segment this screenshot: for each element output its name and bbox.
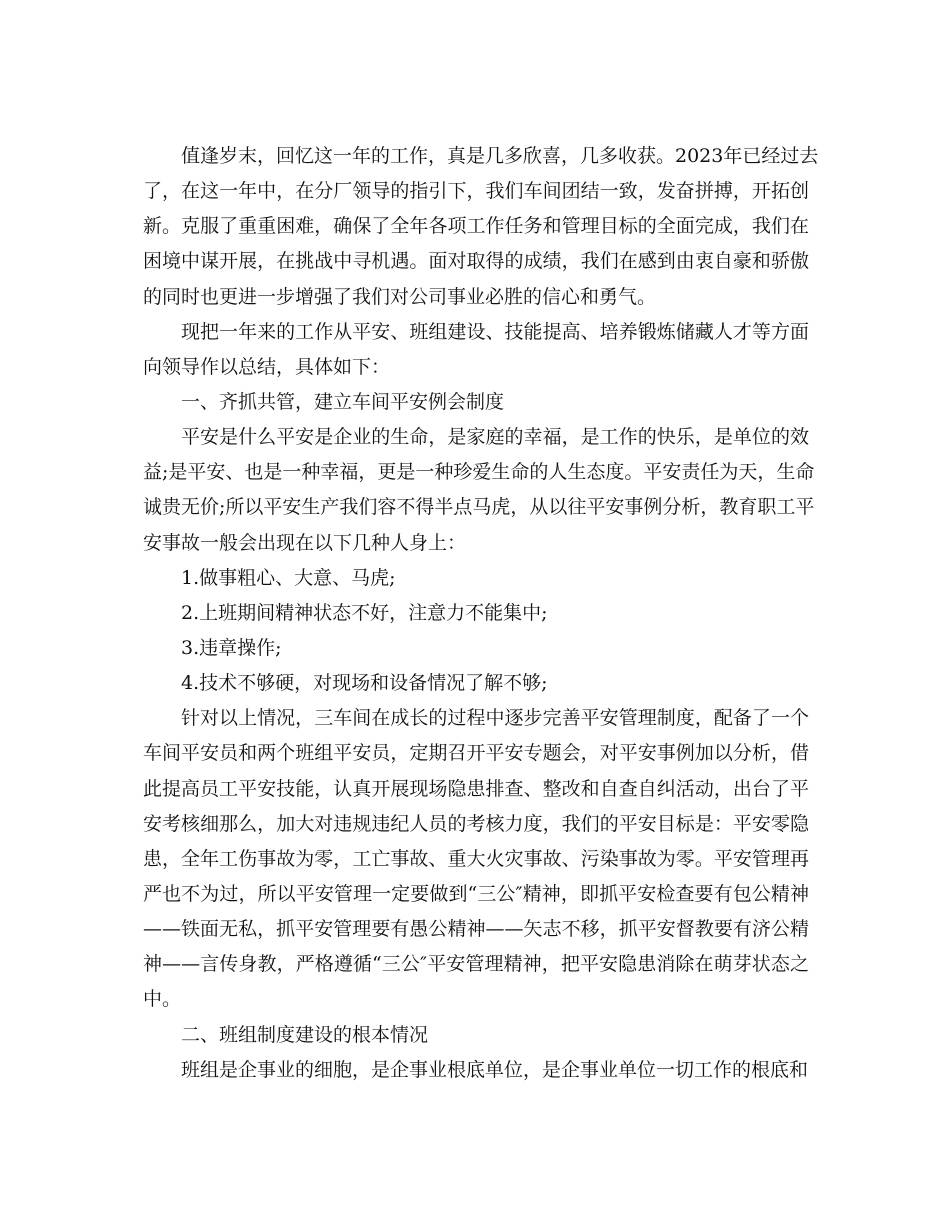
text-line: 诚贵无价;所以平安生产我们容不得半点马虎，从以往平安事例分析，教育职工平	[143, 496, 815, 519]
list-item	[143, 596, 809, 631]
text-line: 1.做事粗心、大意、马虎;	[181, 566, 396, 589]
text-line: 车间平安员和两个班组平安员，定期召开平安专题会，对平安事例加以分析，借	[143, 742, 809, 765]
text-line: 二、班组制度建设的根本情况	[181, 1023, 429, 1046]
text-line: 一、齐抓共管，建立车间平安例会制度	[181, 390, 505, 413]
section-heading	[143, 385, 809, 420]
text-line: 患，全年工伤事故为零，工亡事故、重大火灾事故、污染事故为零。平安管理再	[143, 847, 809, 870]
paragraph	[143, 1053, 809, 1088]
text-line: 中。	[143, 988, 182, 1011]
text-line: 新。克服了重重困难，确保了全年各项工作任务和管理目标的全面完成，我们在	[143, 215, 809, 238]
text-line: 了，在这一年中，在分厂领导的指引下，我们车间团结一致，发奋拼搏，开拓创	[143, 180, 809, 203]
text-line: 神——言传身教，严格遵循“三公″平安管理精神，把平安隐患消除在萌芽状态之	[143, 953, 809, 976]
list-item	[143, 666, 809, 701]
text-line: 严也不为过，所以平安管理一定要做到“三公″精神，即抓平安检查要有包公精神	[143, 882, 809, 905]
text-line: 班组是企事业的细胞，是企事业根底单位，是企事业单位一切工作的根底和	[181, 1058, 809, 1081]
section-heading	[143, 1018, 809, 1053]
paragraph	[143, 701, 809, 1017]
text-line: 的同时也更进一步增强了我们对公司事业必胜的信心和勇气。	[143, 285, 657, 308]
text-line: 向领导作以总结，具体如下：	[143, 355, 391, 378]
document-page	[143, 139, 819, 1088]
text-line: 安事故一般会出现在以下几种人身上：	[143, 531, 467, 554]
text-line: 2.上班期间精神状态不好，注意力不能集中;	[181, 601, 548, 624]
text-line: 益;是平安、也是一种幸福，更是一种珍爱生命的人生态度。平安责任为天，生命	[143, 461, 815, 484]
paragraph	[143, 139, 819, 315]
text-line: 4.技术不够硬，对现场和设备情况了解不够;	[181, 672, 548, 695]
paragraph	[143, 420, 815, 561]
text-line: 安考核细那么，加大对违规违纪人员的考核力度，我们的平安目标是：平安零隐	[143, 812, 809, 835]
list-item	[143, 561, 809, 596]
paragraph	[143, 315, 809, 385]
text-line: ——铁面无私，抓平安管理要有愚公精神——矢志不移，抓平安督教要有济公精	[143, 918, 809, 941]
text-line: 3.违章操作;	[181, 636, 282, 659]
text-line: 值逢岁末，回忆这一年的工作，真是几多欣喜，几多收获。2023年已经过去	[181, 145, 819, 167]
text-line: 现把一年来的工作从平安、班组建设、技能提高、培养锻炼储藏人才等方面	[181, 320, 809, 343]
list-item	[143, 631, 809, 666]
text-line: 平安是什么平安是企业的生命，是家庭的幸福，是工作的快乐，是单位的效	[181, 426, 809, 449]
text-line: 困境中谋开展，在挑战中寻机遇。面对取得的成绩，我们在感到由衷自豪和骄傲	[143, 250, 809, 273]
text-line: 此提高员工平安技能，认真开展现场隐患排查、整改和自查自纠活动，出台了平	[143, 777, 809, 800]
text-line: 针对以上情况，三车间在成长的过程中逐步完善平安管理制度，配备了一个	[181, 707, 809, 730]
